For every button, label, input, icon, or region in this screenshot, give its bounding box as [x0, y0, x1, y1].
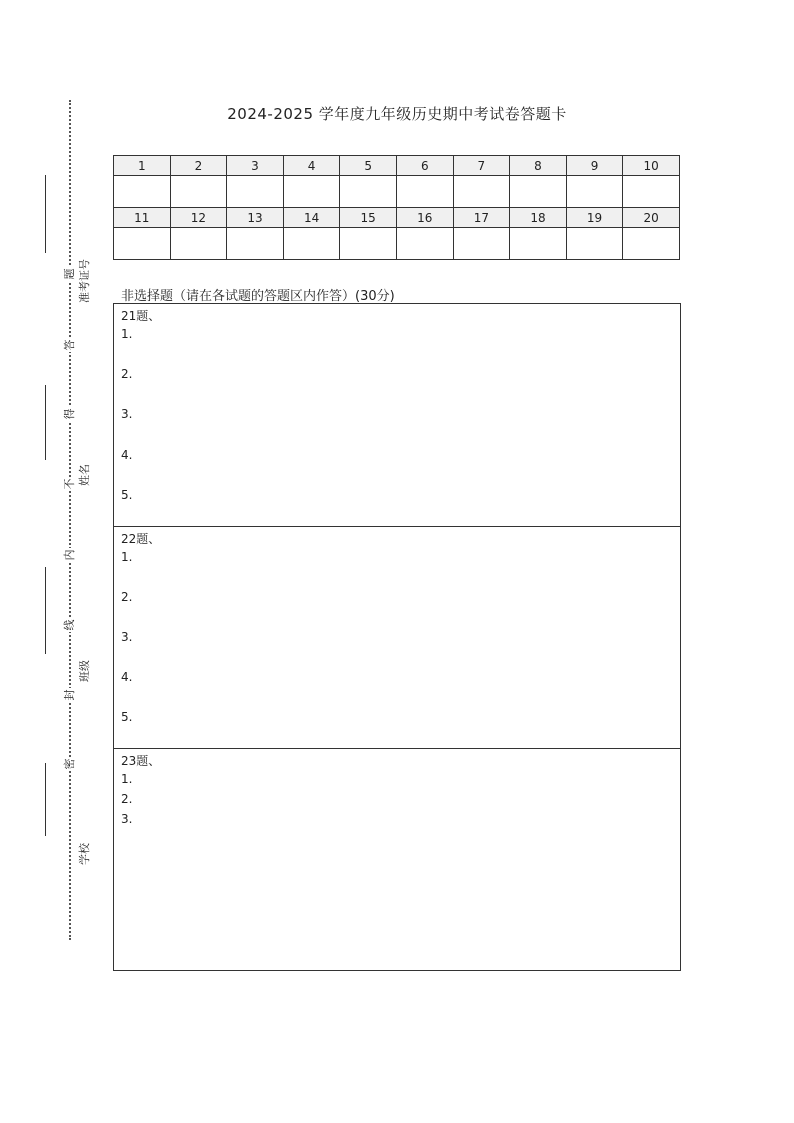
binding-char: 答 — [63, 339, 76, 351]
answer-item: 5. — [121, 710, 133, 724]
binding-char: 不 — [63, 478, 76, 490]
answer-cell[interactable] — [566, 176, 623, 208]
answer-cell[interactable] — [453, 228, 510, 260]
question-number: 6 — [396, 156, 453, 176]
answer-cell[interactable] — [170, 228, 227, 260]
answer-cell[interactable] — [227, 228, 284, 260]
answer-cell[interactable] — [227, 176, 284, 208]
question-number: 5 — [340, 156, 397, 176]
binding-char: 题 — [63, 268, 76, 280]
answer-row — [114, 176, 680, 208]
name-blank[interactable] — [45, 385, 46, 460]
question-number: 11 — [114, 208, 171, 228]
choice-answer-grid — [113, 155, 680, 260]
answer-cell[interactable] — [114, 228, 171, 260]
school-label: 学校 — [78, 843, 91, 865]
answer-item: 4. — [121, 670, 133, 684]
answer-box-q21[interactable] — [113, 303, 681, 527]
answer-item: 2. — [121, 792, 133, 806]
answer-cell[interactable] — [283, 176, 340, 208]
question-title: 21题、 — [121, 309, 161, 323]
exam-id-blank[interactable] — [45, 175, 46, 253]
answer-cell[interactable] — [340, 228, 397, 260]
answer-cell[interactable] — [396, 176, 453, 208]
binding-char: 封 — [63, 689, 76, 701]
answer-cell[interactable] — [283, 228, 340, 260]
answer-item: 4. — [121, 448, 133, 462]
answer-item: 2. — [121, 590, 133, 604]
question-number: 8 — [510, 156, 567, 176]
answer-cell[interactable] — [623, 228, 680, 260]
school-blank[interactable] — [45, 763, 46, 836]
question-number: 2 — [170, 156, 227, 176]
question-number: 13 — [227, 208, 284, 228]
answer-item: 2. — [121, 367, 133, 381]
binding-char: 内 — [63, 549, 76, 561]
answer-cell[interactable] — [623, 176, 680, 208]
question-number-row — [114, 208, 680, 228]
binding-dotted-line — [69, 100, 71, 940]
answer-cell[interactable] — [566, 228, 623, 260]
question-number: 3 — [227, 156, 284, 176]
question-number: 4 — [283, 156, 340, 176]
binding-char: 得 — [63, 408, 76, 420]
answer-item: 1. — [121, 327, 133, 341]
question-number: 7 — [453, 156, 510, 176]
page-title: 2024-2025 学年度九年级历史期中考试卷答题卡 — [227, 105, 567, 123]
answer-cell[interactable] — [170, 176, 227, 208]
binding-char: 线 — [63, 619, 76, 631]
answer-item: 3. — [121, 630, 133, 644]
answer-item: 3. — [121, 407, 133, 421]
answer-item: 3. — [121, 812, 133, 826]
question-title: 22题、 — [121, 532, 161, 546]
section-heading: 非选择题（请在各试题的答题区内作答）(30分) — [121, 289, 395, 304]
question-number: 12 — [170, 208, 227, 228]
question-number: 20 — [623, 208, 680, 228]
binding-char: 密 — [63, 758, 76, 770]
question-number: 14 — [283, 208, 340, 228]
question-number-row — [114, 156, 680, 176]
answer-cell[interactable] — [510, 228, 567, 260]
question-number: 19 — [566, 208, 623, 228]
answer-box-q22[interactable] — [113, 526, 681, 749]
question-number: 10 — [623, 156, 680, 176]
name-label: 姓名 — [78, 464, 91, 486]
question-number: 18 — [510, 208, 567, 228]
class-label: 班级 — [78, 660, 91, 682]
answer-row — [114, 228, 680, 260]
question-title: 23题、 — [121, 754, 161, 768]
question-number: 17 — [453, 208, 510, 228]
answer-cell[interactable] — [340, 176, 397, 208]
question-number: 9 — [566, 156, 623, 176]
answer-item: 1. — [121, 550, 133, 564]
question-number: 15 — [340, 208, 397, 228]
question-number: 16 — [396, 208, 453, 228]
answer-cell[interactable] — [396, 228, 453, 260]
answer-cell[interactable] — [453, 176, 510, 208]
class-blank[interactable] — [45, 567, 46, 654]
answer-box-q23[interactable] — [113, 748, 681, 971]
answer-cell[interactable] — [114, 176, 171, 208]
answer-item: 1. — [121, 772, 133, 786]
question-number: 1 — [114, 156, 171, 176]
exam-id-label: 准考证号 — [78, 259, 91, 303]
answer-item: 5. — [121, 488, 133, 502]
answer-cell[interactable] — [510, 176, 567, 208]
